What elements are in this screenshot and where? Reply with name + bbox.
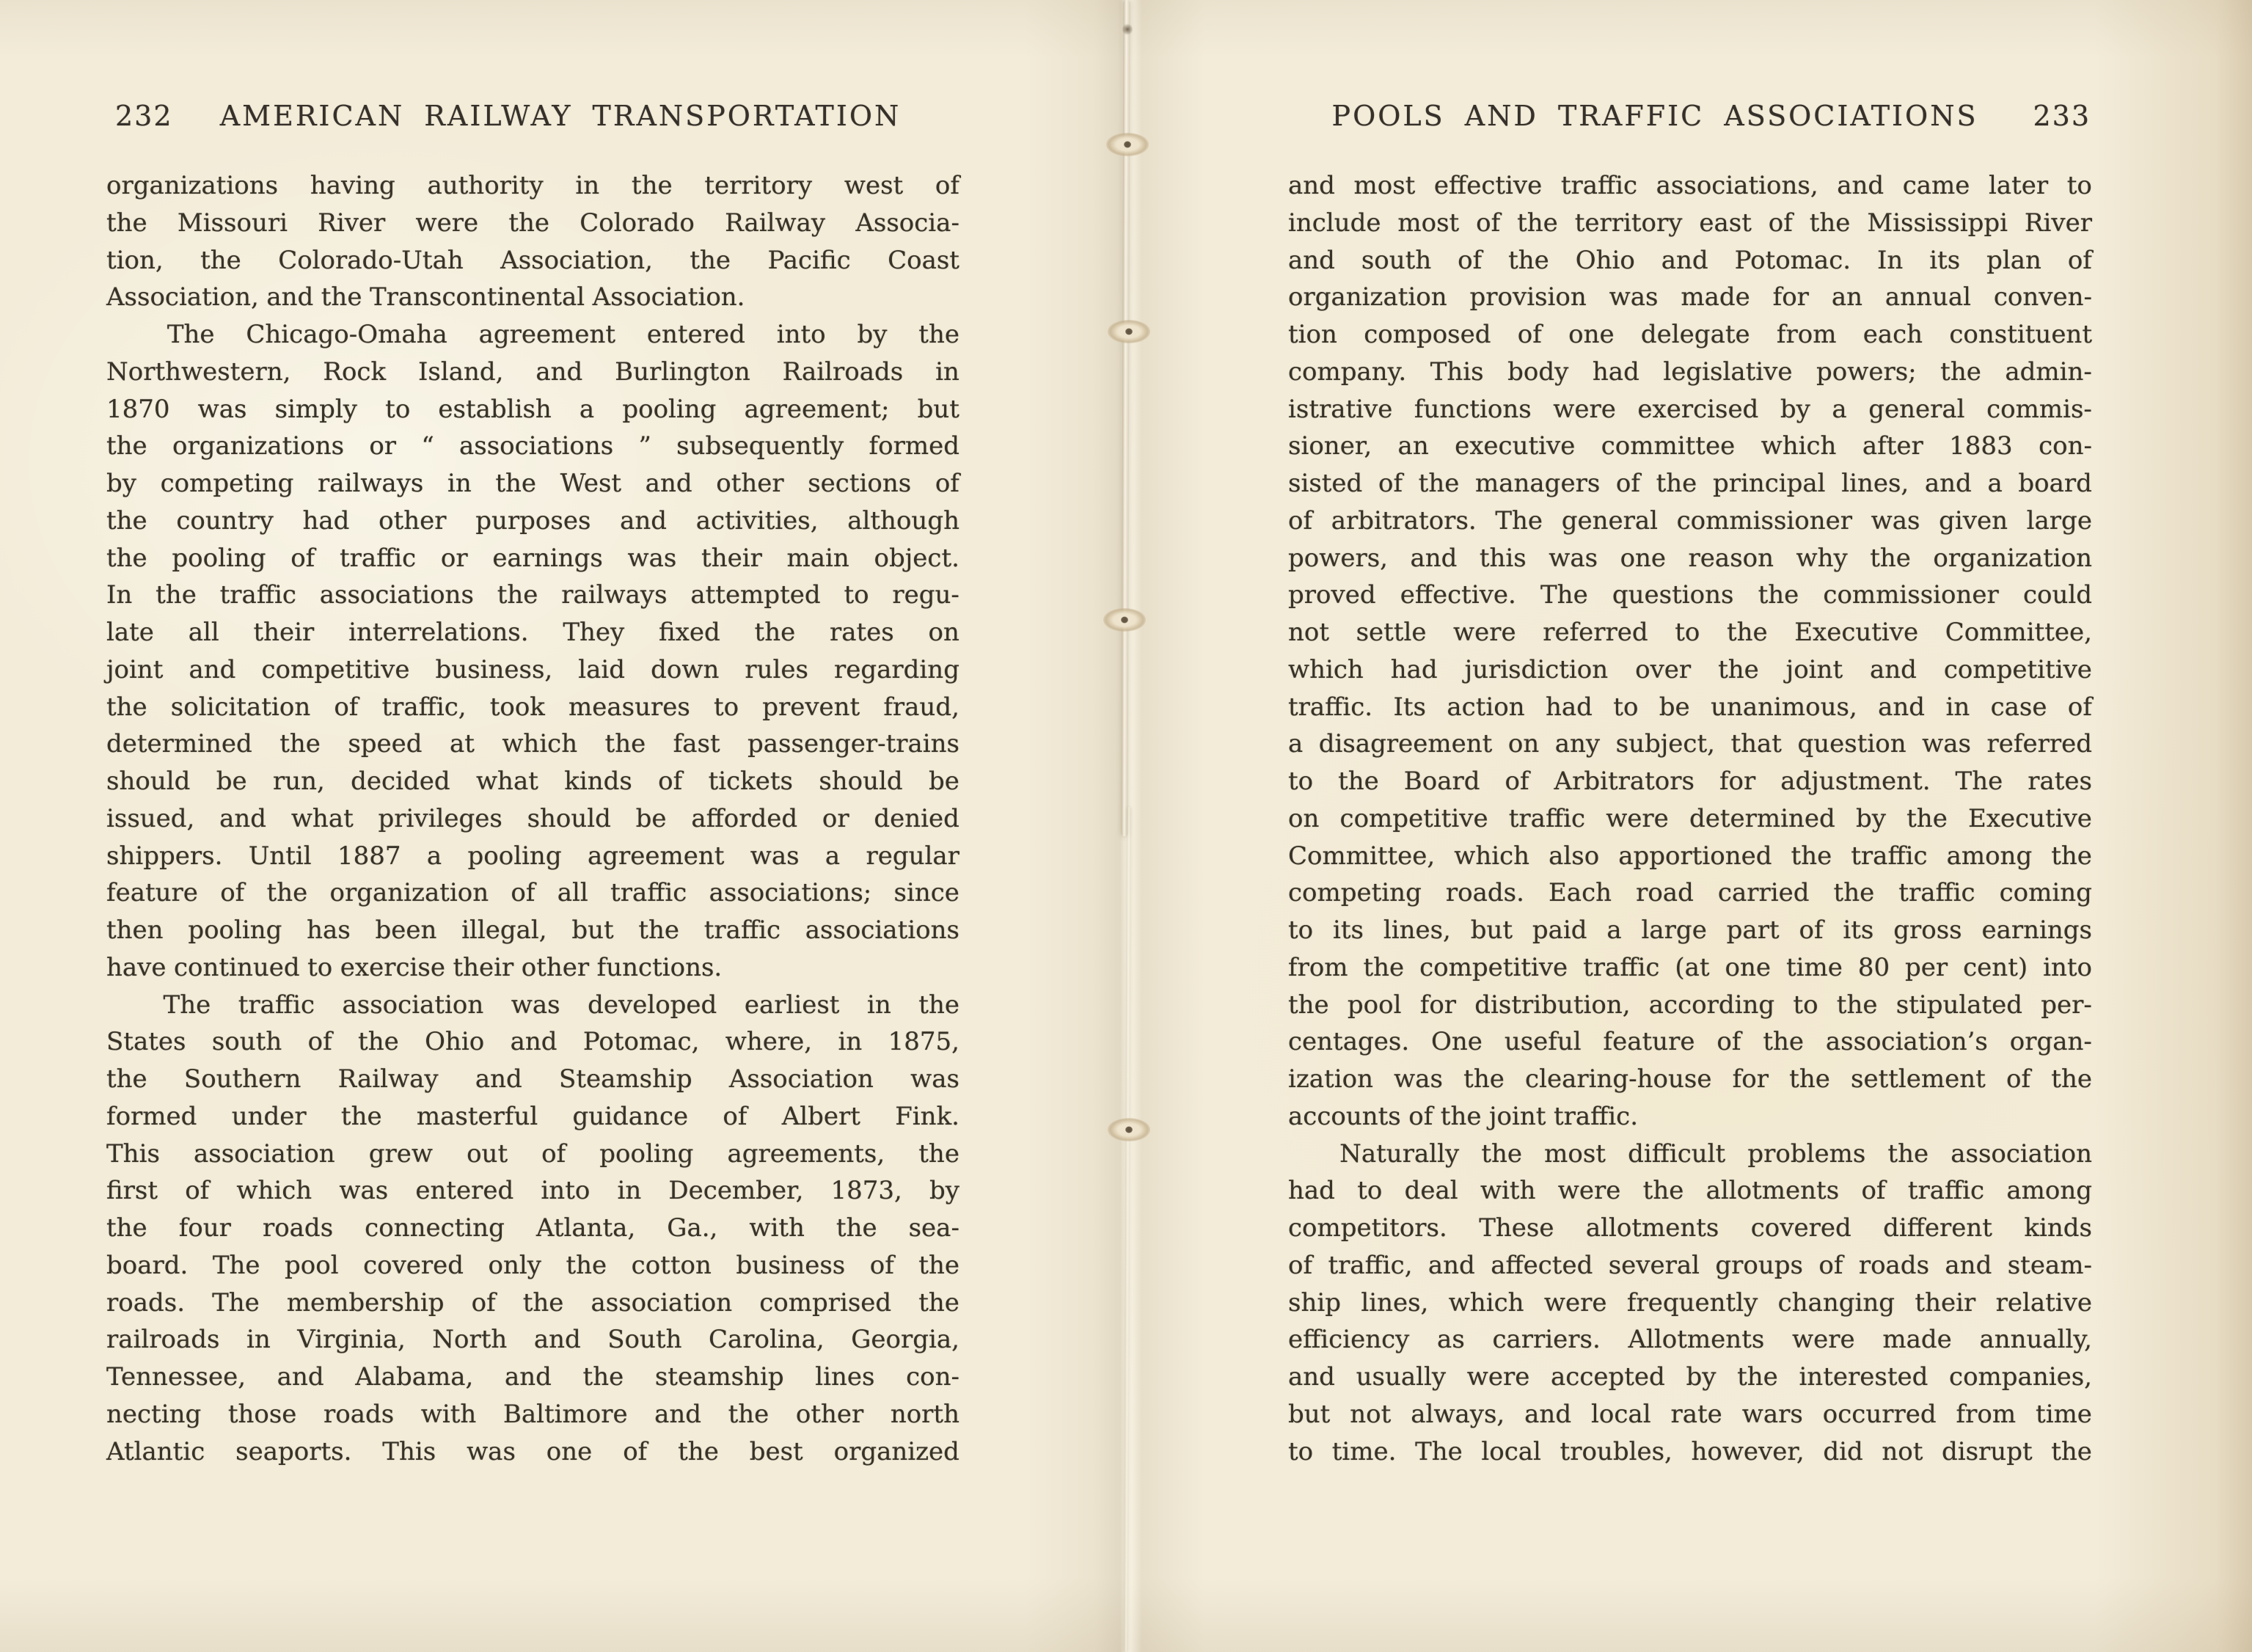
text-line: include most of the territory east of the Mississippi River xyxy=(1288,208,2092,238)
text-line: first of which was entered into in December, 1873, by xyxy=(106,1176,959,1206)
left-page-body xyxy=(106,171,959,1474)
binding-thread xyxy=(1122,0,1130,836)
text-line: ization was the clearing-house for the settlement of the xyxy=(1288,1064,2092,1094)
text-line: joint and competitive business, laid down rules regarding xyxy=(106,654,959,684)
text-line: a disagreement on any subject, that question was referred xyxy=(1288,729,2092,759)
text-line: which had jurisdiction over the joint and competitive xyxy=(1288,654,2092,684)
text-line: by competing railways in the West and other sections of xyxy=(106,469,959,498)
text-line: then pooling has been illegal, but the traffic associations xyxy=(106,915,959,945)
text-line: issued, and what privileges should be afforded or denied xyxy=(106,803,959,833)
text-line: istrative functions were exercised by a general commis- xyxy=(1288,394,2092,424)
text-line: should be run, decided what kinds of tickets should be xyxy=(106,767,959,796)
text-line: In the traffic associations the railways attempted to regu- xyxy=(106,580,959,610)
text-line: of traffic, and affected several groups of roads and steam- xyxy=(1288,1250,2092,1280)
text-line: of arbitrators. The general commissioner was given large xyxy=(1288,505,2092,536)
binding-crease xyxy=(1124,807,1131,1652)
stitch-knot xyxy=(1106,133,1149,156)
book-gutter xyxy=(1056,0,1203,1652)
right-page-body xyxy=(1288,171,2092,1474)
text-line: tion, the Colorado-Utah Association, the Pacific Coast xyxy=(106,245,959,275)
text-line: shippers. Until 1887 a pooling agreement was a regular xyxy=(106,841,959,871)
gutter-notch xyxy=(1122,23,1133,35)
page-number-left: 232 xyxy=(115,100,173,132)
stitch-knot xyxy=(1108,320,1150,343)
text-line: competitors. These allotments covered different kinds xyxy=(1288,1213,2092,1243)
text-line: necting those roads with Baltimore and the other north xyxy=(106,1399,959,1429)
text-line: the four roads connecting Atlanta, Ga., with the sea- xyxy=(106,1213,959,1243)
right-page-running-head xyxy=(1288,100,2092,135)
text-line: had to deal with were the allotments of traffic among xyxy=(1288,1176,2092,1206)
text-line: States south of the Ohio and Potomac, where, in 1875, xyxy=(106,1027,959,1057)
text-line: centages. One useful feature of the association’s organ- xyxy=(1288,1027,2092,1057)
stitch-knot xyxy=(1108,1118,1150,1141)
text-line: The Chicago-Omaha agreement entered into by the xyxy=(167,320,959,349)
running-title-right: POOLS AND TRAFFIC ASSOCIATIONS xyxy=(1331,100,1978,132)
text-line: and most effective traffic associations, and came later to xyxy=(1288,171,2092,200)
text-line: on competitive traffic were determined by the Executive xyxy=(1288,803,2092,833)
text-line: railroads in Virginia, North and South Carolina, Georgia, xyxy=(106,1325,959,1355)
text-line: Committee, which also apportioned the traffic among the xyxy=(1288,841,2092,871)
text-line: company. This body had legislative powers; the admin- xyxy=(1288,357,2092,387)
text-line: sisted of the managers of the principal lines, and a board xyxy=(1288,469,2092,498)
text-line: Tennessee, and Alabama, and the steamship lines con- xyxy=(106,1362,959,1392)
text-line: organization provision was made for an annual conven- xyxy=(1288,282,2092,313)
text-line: The traffic association was developed earliest in the xyxy=(163,990,959,1020)
text-line: ship lines, which were frequently changing their relative xyxy=(1288,1287,2092,1317)
text-line: the pooling of traffic or earnings was their main object. xyxy=(106,543,959,573)
text-line: the Southern Railway and Steamship Association was xyxy=(106,1064,959,1094)
text-line: to time. The local troubles, however, did not disrupt the xyxy=(1288,1436,2092,1466)
text-line: not settle were referred to the Executive Committee, xyxy=(1288,618,2092,647)
text-line: and usually were accepted by the interested companies, xyxy=(1288,1362,2092,1392)
text-line: board. The pool covered only the cotton business of the xyxy=(106,1250,959,1280)
text-line: the organizations or “ associations ” subsequently formed xyxy=(106,431,959,461)
text-line: powers, and this was one reason why the organization xyxy=(1288,543,2092,573)
text-line: the solicitation of traffic, took measures to prevent fraud, xyxy=(106,692,959,722)
running-title-left: AMERICAN RAILWAY TRANSPORTATION xyxy=(219,100,902,132)
text-line: from the competitive traffic (at one time 80 per cent) into xyxy=(1288,952,2092,982)
left-page-running-head xyxy=(106,100,959,135)
text-line: proved effective. The questions the commissioner could xyxy=(1288,580,2092,610)
text-line: roads. The membership of the association comprised the xyxy=(106,1287,959,1317)
text-line: late all their interrelations. They fixed the rates on xyxy=(106,618,959,647)
text-line: tion composed of one delegate from each constituent xyxy=(1288,320,2092,349)
text-line: the pool for distribution, according to the stipulated per- xyxy=(1288,990,2092,1020)
text-line: accounts of the joint traffic. xyxy=(1288,1101,1639,1131)
text-line: have continued to exercise their other functions. xyxy=(106,952,723,982)
text-line: and south of the Ohio and Potomac. In its plan of xyxy=(1288,245,2092,275)
text-line: the Missouri River were the Colorado Railway Associa- xyxy=(106,208,959,238)
text-line: Naturally the most difficult problems the association xyxy=(1339,1139,2092,1169)
text-line: formed under the masterful guidance of Albert Fink. xyxy=(106,1101,959,1131)
text-line: to the Board of Arbitrators for adjustment. The rates xyxy=(1288,767,2092,796)
page-number-right: 233 xyxy=(2033,100,2091,132)
text-line: This association grew out of pooling agreements, the xyxy=(106,1139,959,1169)
text-line: but not always, and local rate wars occurred from time xyxy=(1288,1399,2092,1429)
text-line: 1870 was simply to establish a pooling agreement; but xyxy=(106,394,959,424)
text-line: Atlantic seaports. This was one of the best organized xyxy=(106,1436,959,1466)
text-line: sioner, an executive committee which after 1883 con- xyxy=(1288,431,2092,461)
text-line: Association, and the Transcontinental Association. xyxy=(106,282,745,313)
text-line: Northwestern, Rock Island, and Burlington Railroads in xyxy=(106,357,959,387)
text-line: organizations having authority in the territory west of xyxy=(106,171,959,200)
text-line: efficiency as carriers. Allotments were made annually, xyxy=(1288,1325,2092,1355)
text-line: determined the speed at which the fast passenger-trains xyxy=(106,729,959,759)
text-line: feature of the organization of all traffic associations; since xyxy=(106,878,959,908)
text-line: to its lines, but paid a large part of its gross earnings xyxy=(1288,915,2092,945)
text-line: competing roads. Each road carried the traffic coming xyxy=(1288,878,2092,908)
text-line: the country had other purposes and activities, although xyxy=(106,505,959,536)
text-line: traffic. Its action had to be unanimous, and in case of xyxy=(1288,692,2092,722)
stitch-knot xyxy=(1103,608,1146,632)
